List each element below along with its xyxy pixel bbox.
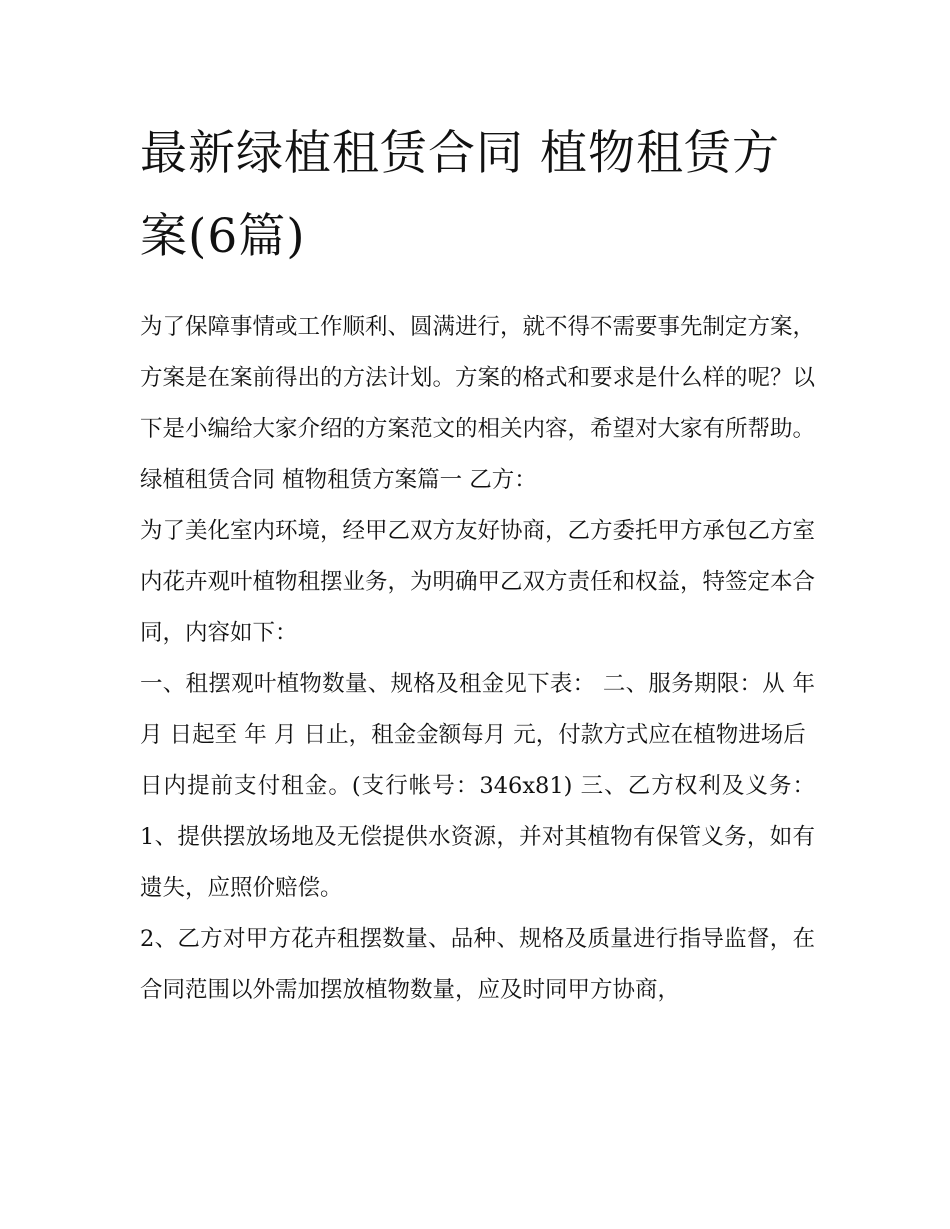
document-page — [140, 112, 815, 1016]
section-heading-paragraph: 绿植租赁合同 植物租赁方案篇一 乙方： — [140, 467, 537, 493]
document-title: 最新绿植租赁合同 植物租赁方案(6篇) — [140, 126, 780, 264]
clause-three-paragraph: 日内提前支付租金。(支行帐号：346x81) 三、乙方权利及义务： 1、提供摆放场地及无偿提供水资源，并对其植物有保管义务，如有遗失，应照价赔偿。 — [140, 773, 815, 901]
clause-one-two-paragraph: 一、租摆观叶植物数量、规格及租金见下表： 二、服务期限：从 年 月 日起至 年 月 日止，租金金额每月 元，付款方式应在植物进场后 — [140, 671, 815, 748]
clause-three-item-two-paragraph: 2、乙方对甲方花卉租摆数量、品种、规格及质量进行指导监督，在合同范围以外需加摆放植物数量，应及时同甲方协商， — [140, 926, 815, 1003]
intro-paragraph: 为了保障事情或工作顺利、圆满进行，就不得不需要事先制定方案，方案是在案前得出的方法计划。方案的格式和要求是什么样的呢？以下是小编给大家介绍的方案范文的相关内容，希望对大家有所帮助。 — [140, 314, 816, 442]
contract-preamble-paragraph: 为了美化室内环境，经甲乙双方友好协商，乙方委托甲方承包乙方室内花卉观叶植物租摆业务，为明确甲乙双方责任和权益，特签定本合同，内容如下： — [140, 518, 816, 646]
